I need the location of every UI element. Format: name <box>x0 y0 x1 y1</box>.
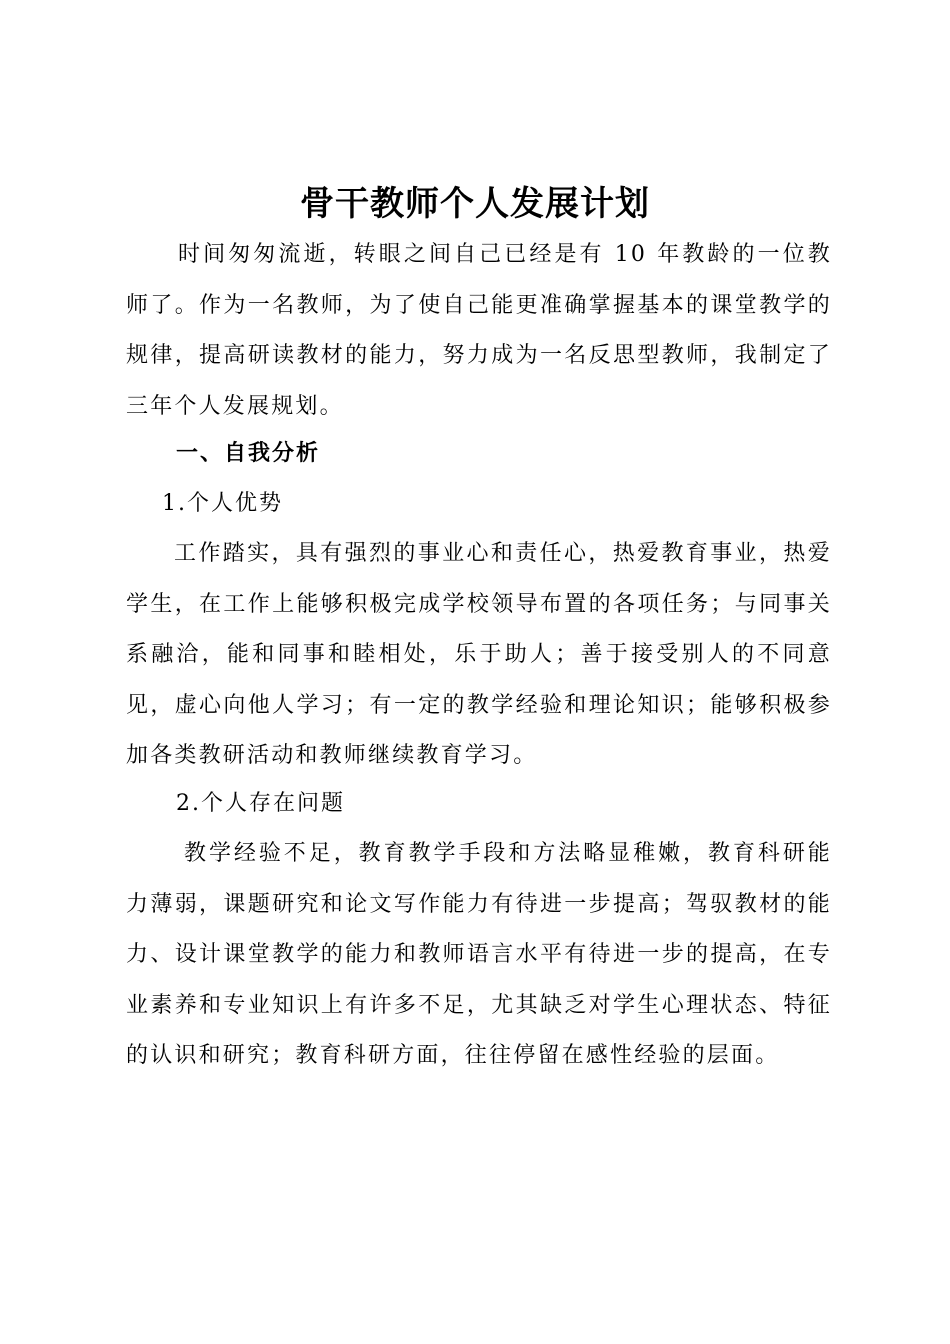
strengths-paragraph: 工作踏实，具有强烈的事业心和责任心，热爱教育事业，热爱学生，在工作上能够积极完成学校领导布置的各项任务；与同事关系融洽，能和同事和睦相处，乐于助人；善于接受别人的不同意见，虚心向他人学习；有一定的教学经验和理论知识；能够积极参加各类教研活动和教师继续教育学习。 <box>126 541 832 768</box>
subheading-personal-problems: 2.个人存在问题 <box>176 791 345 816</box>
problems-paragraph: 教学经验不足，教育教学手段和方法略显稚嫩，教育科研能力薄弱，课题研究和论文写作能力有待进一步提高；驾驭教材的能力、设计课堂教学的能力和教师语言水平有待进一步的提高，在专业素养和专业知识上有许多不足，尤其缺乏对学生心理状态、特征的认识和研究；教育科研方面，往往停留在感性经验的层面。 <box>126 841 832 1068</box>
intro-paragraph: 时间匆匆流逝，转眼之间自己已经是有 10 年教龄的一位教师了。作为一名教师，为了使自己能更准确掌握基本的课堂教学的规律，提高研读教材的能力，努力成为一名反思型教师，我制定了三年个人发展规划。 <box>126 242 832 419</box>
section-heading-self-analysis: 一、自我分析 <box>176 441 321 466</box>
subheading-personal-strengths: 1.个人优势 <box>162 491 283 516</box>
document-title: 骨干教师个人发展计划 <box>300 184 650 224</box>
